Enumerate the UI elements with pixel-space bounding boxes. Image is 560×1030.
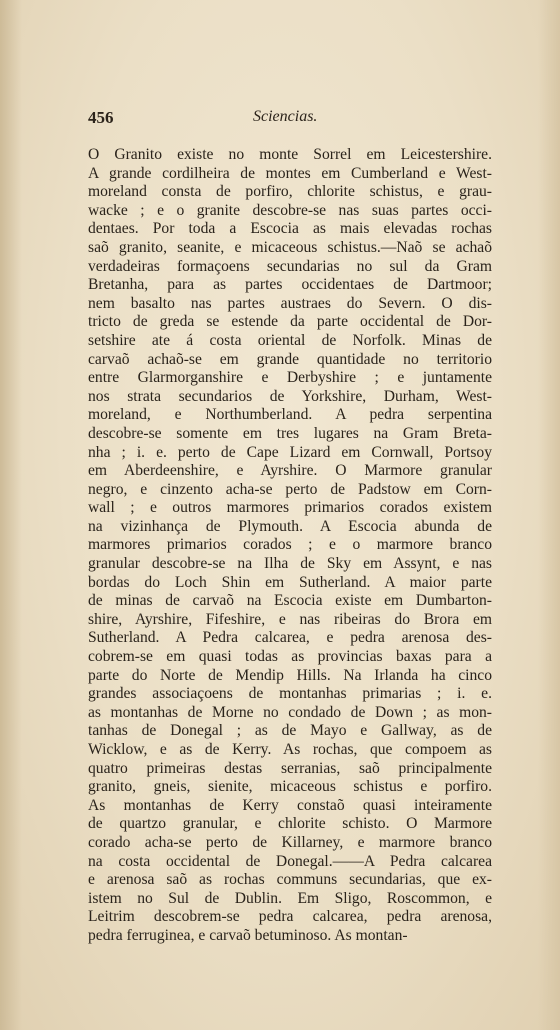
text-line: granular descobre-se na Ilha de Sky em Assynt, e nas [88, 555, 492, 573]
text-line: de minas de carvaõ na Escocia existe em Dumbarton- [88, 592, 492, 610]
text-line: entre Glarmorganshire e Derbyshire ; e juntamente [88, 369, 492, 387]
page-left-edge-shadow [0, 0, 22, 1030]
text-line: pedra ferruginea, e carvaõ betuminoso. As montan- [88, 926, 408, 944]
text-line: e arenosa saõ as rochas communs secundarias, que ex- [88, 871, 492, 889]
body-text [88, 146, 492, 946]
text-line: Sutherland. A Pedra calcarea, e pedra arenosa des- [88, 629, 492, 647]
text-line: cobrem-se em quasi todas as provincias baxas para a [88, 648, 492, 666]
text-line: Wicklow, e as de Kerry. As rochas, que compoem as [88, 741, 492, 758]
page-number: 456 [88, 108, 114, 127]
text-line: wall ; e outros marmores primarios corados existem [88, 499, 492, 517]
text-line: Leitrim descobrem-se pedra calcarea, pedra arenosa, [88, 908, 492, 926]
text-line: nha ; i. e. perto de Cape Lizard em Cornwall, Portsoy [88, 443, 492, 461]
text-line: A grande cordilheira de montes em Cumberland e West- [88, 164, 492, 182]
text-line: moreland, e Northumberland. A pedra serpentina [88, 406, 492, 424]
text-line: tricto de greda se estende da parte occidental de Dor- [88, 313, 492, 331]
text-line: descobre-se somente em tres lugares na Gram Breta- [88, 424, 492, 442]
running-head: Sciencias. [253, 108, 318, 125]
text-line: saõ granito, seanite, e micaceous schistus.—Naõ se achaõ [88, 238, 492, 256]
text-line: corado acha-se perto de Killarney, e marmore branco [88, 833, 492, 851]
text-line: em Aberdeenshire, e Ayrshire. O Marmore granular [88, 462, 492, 480]
text-line: nem basalto nas partes austraes do Severn. O dis- [88, 294, 492, 312]
text-line: setshire ate á costa oriental de Norfolk. Minas de [88, 331, 492, 349]
text-line: As montanhas de Kerry constaõ quasi inteiramente [88, 796, 492, 814]
text-line: parte do Norte de Mendip Hills. Na Irlanda ha cinco [88, 666, 492, 684]
text-line: verdadeiras formaçoens secundarias no sul da Gram [88, 257, 492, 275]
text-line: nos strata secundarios de Yorkshire, Durham, West- [88, 387, 492, 405]
text-line: quatro primeiras destas serranias, saõ principalmente [88, 759, 492, 777]
text-line: dentaes. Por toda a Escocia as mais elevadas rochas [88, 220, 492, 238]
text-line: tanhas de Donegal ; as de Mayo e Gallway, as de [88, 722, 492, 740]
text-line: marmores primarios corados ; e o marmore branco [88, 536, 492, 554]
text-line: shire, Ayrshire, Fifeshire, e nas ribeiras do Brora em [88, 610, 492, 628]
text-line: grandes associaçoens de montanhas primarias ; i. e. [88, 685, 492, 703]
text-line: bordas do Loch Shin em Sutherland. A maior parte [88, 573, 492, 591]
page-header [88, 108, 488, 132]
text-line: carvaõ achaõ-se em grande quantidade no territorio [88, 350, 492, 368]
text-line: na vizinhança de Plymouth. A Escocia abunda de [88, 517, 492, 535]
text-line: wacke ; e o granite descobre-se nas suas partes occi- [88, 201, 492, 219]
text-line: moreland consta de porfiro, chlorite schistus, e grau- [88, 183, 492, 201]
text-line: granito, gneis, sienite, micaceous schistus e porfiro. [88, 778, 492, 796]
text-line: as montanhas de Morne no condado de Down ; as mon- [88, 703, 492, 721]
text-line: negro, e cinzento acha-se perto de Padstow em Corn- [88, 480, 492, 498]
page-right-edge-shadow [538, 0, 560, 1030]
text-line: na costa occidental de Donegal.——A Pedra calcarea [88, 852, 492, 870]
text-line: de quartzo granular, e chlorite schisto. O Marmore [88, 815, 492, 833]
text-line: Bretanha, para as partes occidentaes de Dartmoor; [88, 276, 492, 294]
text-line: istem no Sul de Dublin. Em Sligo, Roscommon, e [88, 889, 492, 907]
text-line: O Granito existe no monte Sorrel em Leicestershire. [88, 146, 492, 163]
